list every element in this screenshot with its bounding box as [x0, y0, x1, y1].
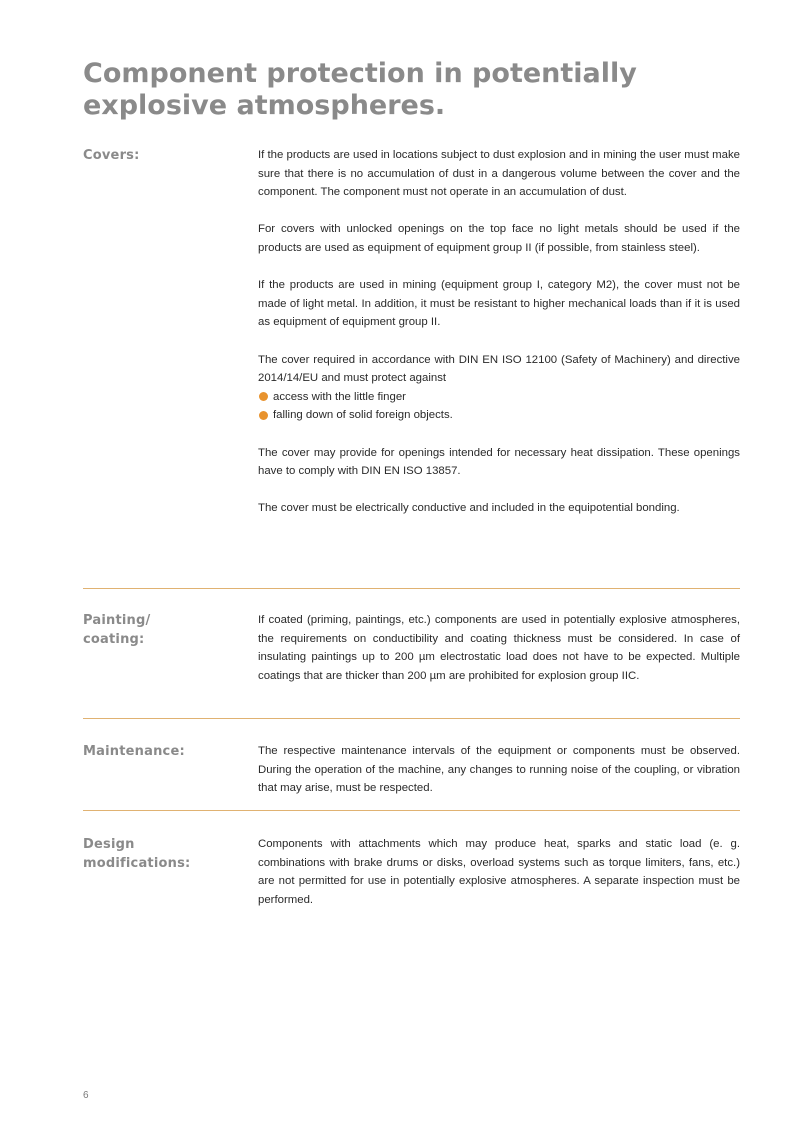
paragraph: If the products are used in locations subject to dust explosion and in mining the user must make sure that there is no accumulation of dust in a dangerous volume between the cover and the component. The component must not operate in an accumulation of dust. — [258, 149, 740, 199]
section-divider — [83, 718, 740, 719]
section-label-line: modifications: — [83, 856, 191, 871]
page-title-line-2: explosive atmospheres. — [83, 90, 446, 121]
section-label-line: Painting/ — [83, 613, 151, 628]
section-divider — [83, 588, 740, 589]
page-title — [83, 58, 763, 122]
section-label-line: Design — [83, 837, 135, 852]
section-label — [83, 146, 248, 165]
section-label — [83, 611, 248, 649]
section-content — [258, 742, 740, 798]
section-label-line: Maintenance: — [83, 744, 185, 759]
list-item-text: access with the little finger — [273, 390, 406, 403]
page-number: 6 — [83, 1090, 89, 1101]
section-label-line: Covers: — [83, 148, 140, 163]
list-item — [258, 406, 740, 425]
bullet-list — [258, 388, 740, 425]
page-title-line-1: Component protection in potentially — [83, 58, 637, 89]
paragraph: If the products are used in mining (equipment group I, category M2), the cover must not be made of light metal. In addition, it must be resistant to higher mechanical loads than if it is used as equipment of equipment group II. — [258, 279, 740, 329]
paragraph: Components with attachments which may produce heat, sparks and static load (e. g. combinations with brake drums or disks, overload systems such as torque limiters, fans, etc.) are not permitted for use in potentially explosive atmospheres. A separate inspection must be performed. — [258, 838, 740, 906]
paragraph: The cover may provide for openings intended for necessary heat dissipation. These openings have to comply with DIN EN ISO 13857. — [258, 446, 740, 478]
section-label — [83, 835, 248, 873]
paragraph: The respective maintenance intervals of the equipment or components must be observed. During the operation of the machine, any changes to running noise of the coupling, or vibration that may arise, must be respected. — [258, 745, 740, 795]
section-label-line: coating: — [83, 632, 145, 647]
bullet-icon — [259, 392, 268, 401]
paragraph: The cover must be electrically conductive and included in the equipotential bonding. — [258, 502, 680, 515]
list-item-text: falling down of solid foreign objects. — [273, 409, 453, 422]
section-label — [83, 742, 248, 761]
bullet-icon — [259, 411, 268, 420]
section-content — [258, 835, 740, 909]
list-item — [258, 388, 740, 407]
section-content — [258, 146, 740, 518]
section-divider — [83, 810, 740, 811]
paragraph: The cover required in accordance with DIN EN ISO 12100 (Safety of Machinery) and directive 2014/14/EU and must protect against — [258, 353, 740, 385]
paragraph: If coated (priming, paintings, etc.) components are used in potentially explosive atmospheres, the requirements on conductibility and coating thickness must be considered. In case of insulating paintings up to 200 µm electrostatic load does not have to be expected. Multiple coatings that are thicker than 200 µm are prohibited for explosion group IIC. — [258, 614, 740, 682]
section-content — [258, 611, 740, 685]
paragraph: For covers with unlocked openings on the top face no light metals should be used if the products are used as equipment of equipment group II (if possible, from stainless steel). — [258, 223, 740, 254]
